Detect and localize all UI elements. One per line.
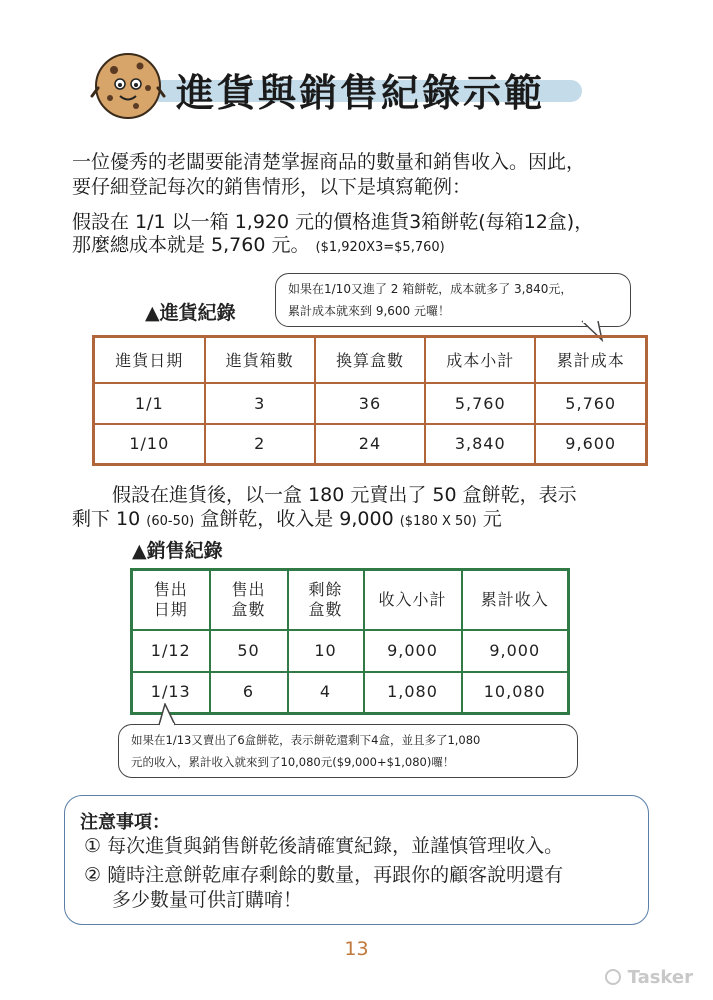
table-cell: 1/12 [132,630,210,672]
sales-example-calc-b: ($180 X 50) [399,514,477,529]
header-cell [210,570,288,630]
purchase-example-calc: ($1,920X3=$5,760) [315,240,445,255]
table-cell: 9,000 [462,630,569,672]
bubble-sales-line-1: 如果在1/13又賣出了6盒餅乾，表示餅乾還剩下4盒，並且多了1,080 [131,733,481,747]
table-cell: 24 [315,424,425,465]
header-cell: 成本小計 [425,337,535,383]
page-number: 13 [344,938,369,960]
header-text: 剩餘 [308,579,343,599]
purchase-example-text: 那麼總成本就是 5,760 元。 [72,234,310,256]
sales-example-text-a: 剩下 10 [72,508,147,530]
note-item-2-line-1: ② 隨時注意餅乾庫存剩餘的數量，再跟你的顧客說明還有 [84,864,564,886]
intro-line-2: 要仔細登記每次的銷售情形，以下是填寫範例： [72,176,472,198]
purchase-example-line-2 [72,231,445,262]
notes-title: 注意事項： [80,812,170,833]
header-cell: 換算盒數 [315,337,425,383]
purchase-table [92,335,648,466]
table-row [94,424,647,465]
speech-bubble-sales [118,724,578,778]
header-cell: 收入小計 [364,570,462,630]
table-header-row [132,570,569,630]
header-text: 盒數 [308,599,343,619]
header-cell [132,570,210,630]
header-cell: 進貨日期 [94,337,205,383]
purchase-record-label: ▲進貨紀錄 [145,302,236,324]
table-cell: 1/1 [94,383,205,424]
sales-example-text-b: 盒餅乾，收入是 9,000 [194,508,400,530]
sales-example-line-1: 假設在進貨後，以一盒 180 元賣出了 50 盒餅乾，表示 [112,484,577,506]
watermark-logo-icon [605,969,621,985]
sales-example-text-c: 元 [476,508,502,530]
intro-line-1: 一位優秀的老闆要能清楚掌握商品的數量和銷售收入。因此， [72,151,586,173]
page-title: 進貨與銷售紀錄示範 [176,71,546,115]
note-item-1: ① 每次進貨與銷售餅乾後請確實紀錄，並謹慎管理收入。 [84,835,564,857]
table-cell: 3,840 [425,424,535,465]
bubble-purchase-line-2: 累計成本就來到 9,600 元囉！ [288,304,450,318]
table-cell: 9,000 [364,630,462,672]
watermark [605,967,693,988]
header-cell: 進貨箱數 [205,337,315,383]
table-row [132,630,569,672]
table-cell: 4 [288,672,364,714]
sales-example-line-2 [72,505,502,536]
cookie-mascot-icon [90,48,166,124]
table-cell: 1/10 [94,424,205,465]
sales-table [130,568,570,715]
table-cell: 9,600 [535,424,646,465]
bubble-sales-line-2: 元的收入，累計收入就來到了10,080元($9,000+$1,080)囉！ [131,755,455,769]
header-text: 售出 [153,579,188,599]
watermark-text: Tasker [627,967,693,988]
header-cell [288,570,364,630]
sales-record-label: ▲銷售紀錄 [132,540,223,562]
table-cell: 10 [288,630,364,672]
header-cell: 累計收入 [462,570,569,630]
header-text: 盒數 [231,599,266,619]
table-cell: 3 [205,383,315,424]
table-cell: 2 [205,424,315,465]
bubble-purchase-line-1: 如果在1/10又進了 2 箱餅乾，成本就多了 3,840元， [288,282,573,296]
table-cell: 1,080 [364,672,462,714]
table-cell: 6 [210,672,288,714]
table-cell: 10,080 [462,672,569,714]
header-text: 售出 [231,579,266,599]
table-header-row [94,337,647,383]
speech-bubble-purchase [275,273,631,327]
note-item-2-line-2: 多少數量可供訂購唷！ [112,889,303,911]
table-cell: 5,760 [535,383,646,424]
table-row [94,383,647,424]
table-row [132,672,569,714]
table-cell: 50 [210,630,288,672]
sales-example-calc-a: (60-50) [146,514,195,529]
bubble-tail-icon [155,703,185,726]
header-text: 日期 [153,599,188,619]
table-cell: 5,760 [425,383,535,424]
header-cell: 累計成本 [535,337,646,383]
table-cell: 36 [315,383,425,424]
table-cell: 1/13 [132,672,210,714]
purchase-example-line-1: 假設在 1/1 以一箱 1,920 元的價格進貨3箱餅乾(每箱12盒)， [72,211,594,233]
